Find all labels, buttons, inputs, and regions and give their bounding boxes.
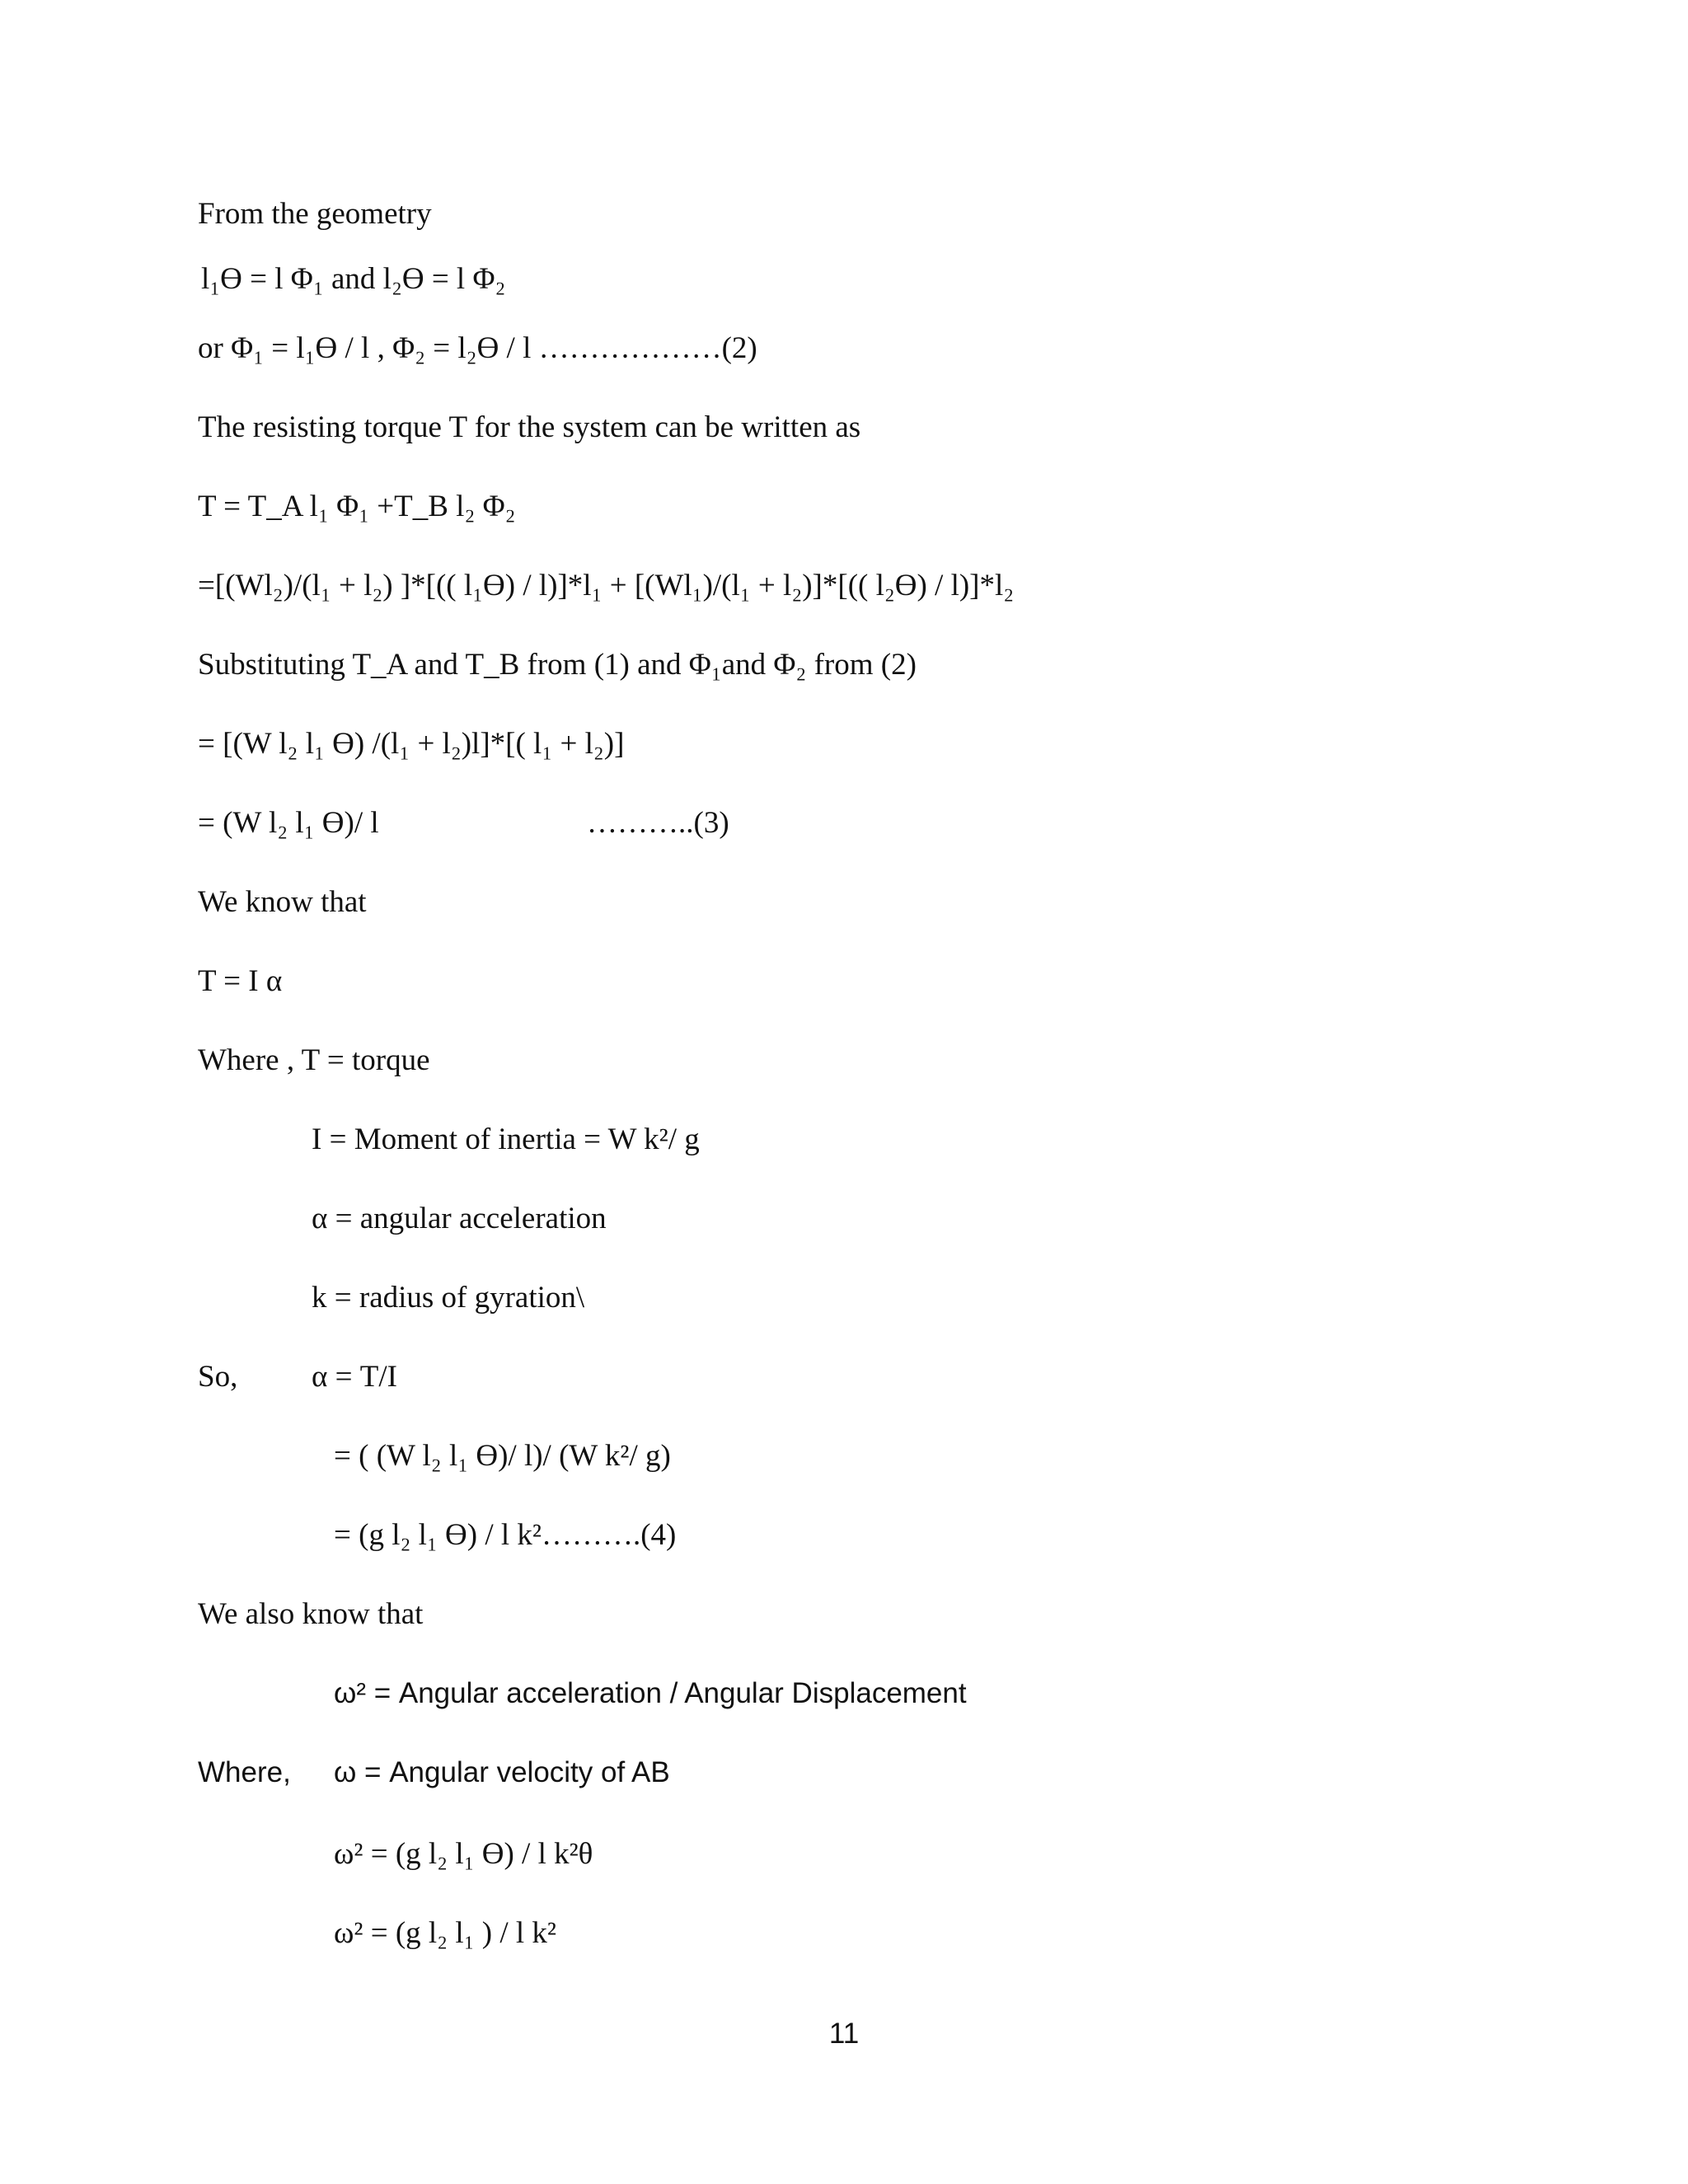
omega-squared-def: ω² = Angular acceleration / Angular Displacement bbox=[334, 1677, 967, 1709]
omega-equation-e: ω² = (g l₂ l₁ Ө) / l k²θ bbox=[334, 1837, 593, 1871]
geometry-heading: From the geometry bbox=[198, 197, 432, 231]
we-know-that: We know that bbox=[198, 885, 367, 919]
torque-inertia-equation: T = I α bbox=[198, 964, 283, 998]
equation-torque-expanded: =[(Wl₂)/(l₁ + l₂) ]*[(( l₁Ө) / l)]*l₁ + [(Wl₁)/(l₁ + l₂)]*[(( l₂Ө) / l)]*l₂ bbox=[198, 569, 1015, 602]
equation-ref-3: ………..(3) bbox=[587, 806, 729, 840]
alpha-step-d: = (g l₂ l₁ Ө) / l k²……….(4) bbox=[334, 1518, 677, 1552]
equation-l1-theta: l₁Ө = l Φ₁ and l₂Ө = l Φ₂ bbox=[201, 262, 506, 296]
we-also-know: We also know that bbox=[198, 1597, 424, 1631]
equation-torque: T = T_A l₁ Φ₁ +T_B l₂ Φ₂ bbox=[198, 490, 516, 523]
omega-equation-f: ω² = (g l₂ l₁ ) / l k² bbox=[334, 1916, 556, 1950]
equation-simplified-b: = (W l₂ l₁ Ө)/ l bbox=[198, 806, 379, 840]
so-label: So, bbox=[198, 1360, 238, 1394]
equation-phi: or Φ₁ = l₁Ө / l , Φ₂ = l₂Ө / l ………………(2) bbox=[198, 331, 757, 365]
radius-of-gyration-def: k = radius of gyration\ bbox=[312, 1281, 585, 1315]
page-number: 11 bbox=[828, 2018, 860, 2050]
equation-simplified-a: = [(W l₂ l₁ Ө) /(l₁ + l₂)l]*[( l₁ + l₂)] bbox=[198, 727, 625, 761]
angular-velocity-def: ω = Angular velocity of AB bbox=[334, 1756, 670, 1788]
moment-of-inertia-def: I = Moment of inertia = W k²/ g bbox=[312, 1122, 700, 1156]
resisting-torque-intro: The resisting torque T for the system can be written as bbox=[198, 410, 861, 444]
alpha-equation: α = T/I bbox=[312, 1360, 397, 1394]
substitution-text: Substituting T_A and T_B from (1) and Φ₁and Φ₂ from (2) bbox=[198, 648, 917, 682]
alpha-step-c: = ( (W l₂ l₁ Ө)/ l)/ (W k²/ g) bbox=[334, 1439, 671, 1473]
where-label: Where, bbox=[198, 1756, 291, 1788]
angular-acceleration-def: α = angular acceleration bbox=[312, 1202, 607, 1235]
where-torque: Where , T = torque bbox=[198, 1043, 430, 1077]
